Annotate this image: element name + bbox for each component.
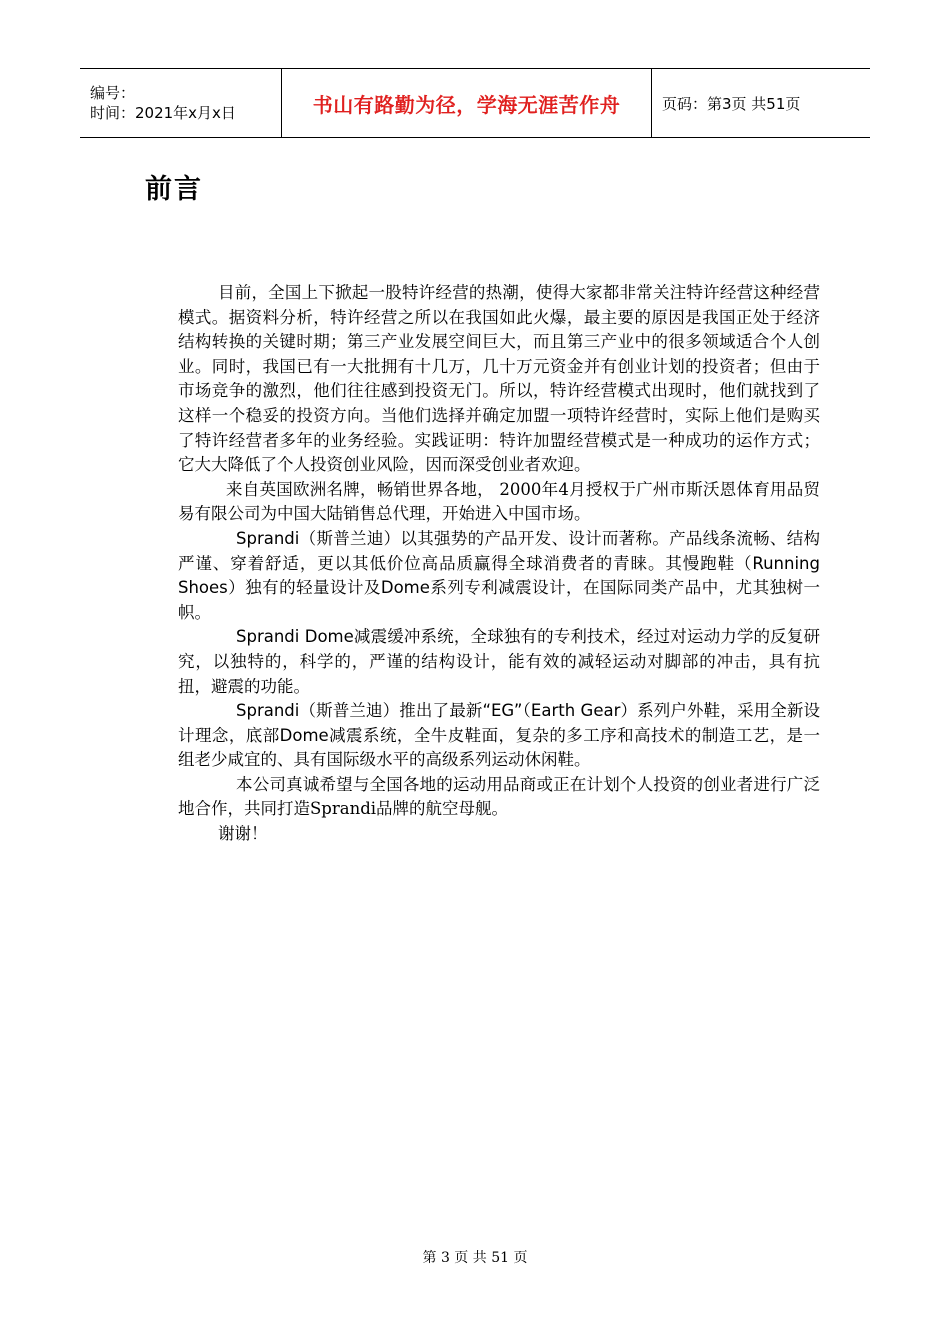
paragraph-product: Sprandi（斯普兰迪）以其强势的产品开发、设计而著称。产品线条流畅、结构严谨、穿着舒适，更以其低价位高品质赢得全球消费者的青睐。其慢跑鞋（Running Shoes）独有的轻量设计及Dome系列专利减震设计，在国际同类产品中，尤其独树一帜。 [178, 528, 820, 622]
page-header [80, 68, 870, 138]
header-meta [80, 69, 281, 137]
paragraph-thanks: 谢谢！ [218, 824, 268, 844]
page-footer: 第 3 页 共 51 页 [422, 1250, 528, 1266]
paragraph-intro: 目前，全国上下掀起一股特许经营的热潮，使得大家都非常关注特许经营这种经营模式。据资料分析，特许经营之所以在我国如此火爆，最主要的原因是我国正处于经济结构转换的关键时期；第三产业发展空间巨大，而且第三产业中的很多领域适合个人创业。同时，我国已有一大批拥有十几万，几十万元资金并有创业计划的投资者；但由于市场竞争的激烈，他们往往感到投资无门。所以，特许经营模式出现时，他们就找到了这样一个稳妥的投资方向。当他们选择并确定加盟一项特许经营时，实际上他们是购买了特许经营者多年的业务经验。实践证明：特许加盟经营模式是一种成功的运作方式；它大大降低了个人投资创业风险，因而深受创业者欢迎。 [178, 283, 820, 475]
header-motto-cell [281, 69, 652, 137]
header-motto: 书山有路勤为径，学海无涯苦作舟 [312, 92, 621, 117]
paragraph-brand-origin: 来自英国欧洲名牌，畅销世界各地， 2000年4月授权于广州市斯沃恩体育用品贸易有限公司为中国大陆销售总代理，开始进入中国市场。 [178, 479, 820, 524]
paragraph-earth-gear: Sprandi（斯普兰迪）推出了最新“EG”（Earth Gear）系列户外鞋，采用全新设计理念，底部Dome减震系统，全牛皮鞋面，复杂的多工序和高技术的制造工艺，是一组老少咸宜的、具有国际级水平的高级系列运动休闲鞋。 [178, 701, 820, 770]
page-title: 前言 [145, 174, 203, 205]
document-body [178, 281, 820, 847]
paragraph-cooperation: 本公司真诚希望与全国各地的运动用品商或正在计划个人投资的创业者进行广泛地合作，共同打造Sprandi品牌的航空母舰。 [178, 774, 820, 819]
paragraph-dome: Sprandi Dome减震缓冲系统，全球独有的专利技术，经过对运动力学的反复研究，以独特的，科学的，严谨的结构设计，能有效的减轻运动对脚部的冲击，具有抗扭，避震的功能。 [178, 627, 820, 696]
document-date: 时间：2021年x月x日 [90, 104, 236, 122]
header-page-cell [652, 69, 870, 137]
header-page-number: 页码：第3页 共51页 [662, 94, 801, 113]
document-number: 编号： [90, 84, 136, 102]
